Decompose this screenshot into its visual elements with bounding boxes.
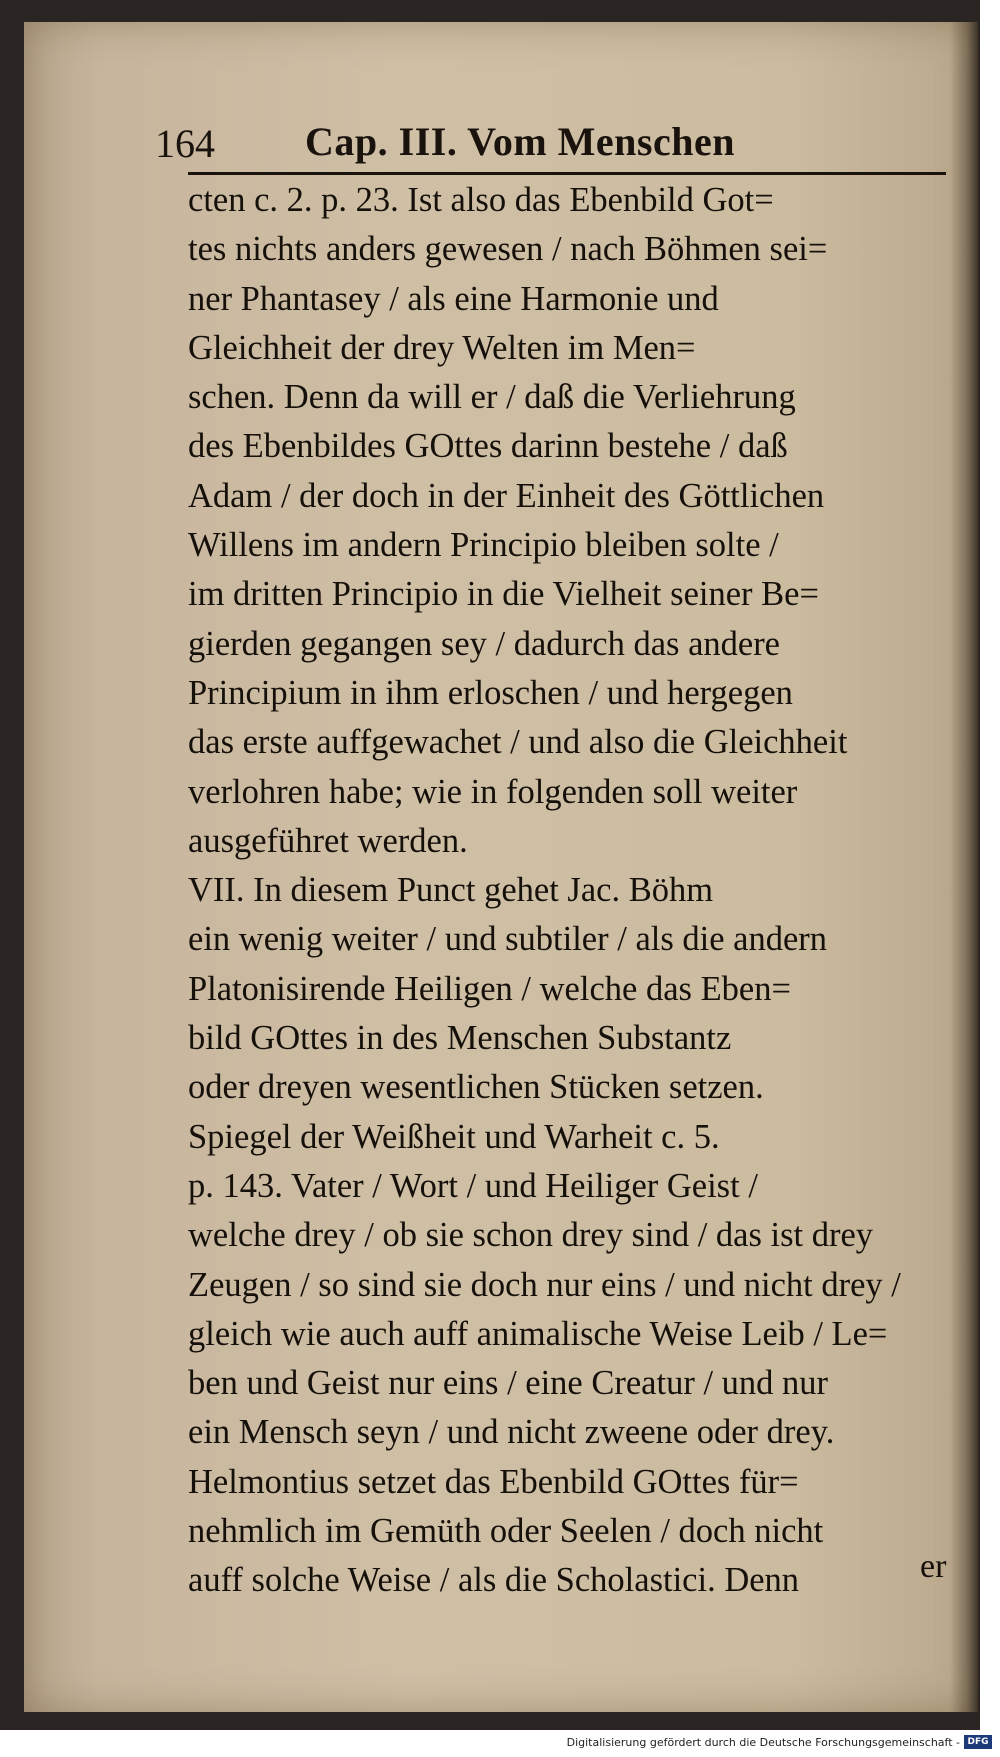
text-line: ein wenig weiter / und subtiler / als die andern — [188, 920, 828, 959]
text-line: cten c. 2. p. 23. Ist also das Ebenbild Got= — [188, 181, 774, 219]
text-line: ein Mensch seyn / und nicht zweene oder drey. — [188, 1413, 835, 1452]
header-rule — [188, 172, 946, 175]
text-line: auff solche Weise / als die Scholastici. Denn — [188, 1561, 800, 1600]
text-line: gierden gegangen sey / dadurch das andere — [188, 624, 780, 663]
text-line: p. 143. Vater / Wort / und Heiliger Geist / — [188, 1166, 758, 1205]
text-line: verlohren habe; wie in folgenden soll weiter — [188, 772, 798, 811]
text-line: ausgeführet werden. — [188, 821, 468, 860]
catchword: er — [920, 1548, 947, 1585]
text-line: Willens im andern Principio bleiben solte / — [188, 526, 779, 565]
text-line: im dritten Principio in die Vielheit seiner Be= — [188, 575, 819, 614]
text-line: VII. In diesem Punct gehet Jac. Böhm — [188, 871, 714, 910]
text-line: Adam / der doch in der Einheit des Göttlichen — [188, 476, 825, 515]
page-header — [155, 112, 935, 174]
body-text — [188, 176, 958, 1606]
text-line: Helmontius setzet das Ebenbild GOttes für= — [188, 1462, 799, 1501]
text-line: welche drey / ob sie schon drey sind / das ist drey — [188, 1216, 874, 1255]
text-line: Spiegel der Weißheit und Warheit c. 5. — [188, 1117, 720, 1156]
text-line: nehmlich im Gemüth oder Seelen / doch nicht — [188, 1512, 824, 1551]
text-line: schen. Denn da will er / daß die Verliehrung — [188, 378, 796, 417]
text-line: ner Phantasey / als eine Harmonie und — [188, 279, 719, 318]
running-title: Cap. III. Vom Menschen — [305, 119, 735, 164]
digitization-credit: Digitalisierung gefördert durch die Deutsche Forschungsgemeinschaft - — [566, 1736, 960, 1749]
text-line: ben und Geist nur eins / eine Creatur / und nur — [188, 1364, 829, 1403]
text-line: Zeugen / so sind sie doch nur eins / und nicht drey / — [188, 1265, 901, 1304]
dfg-logo: DFG — [964, 1735, 992, 1749]
text-line: oder dreyen wesentlichen Stücken setzen. — [188, 1068, 764, 1107]
text-line: des Ebenbildes GOttes darinn bestehe / daß — [188, 427, 788, 466]
text-line: Gleichheit der drey Welten im Men= — [188, 328, 696, 367]
text-line: gleich wie auch auff animalische Weise Leib / Le= — [188, 1314, 888, 1353]
text-line: tes nichts anders gewesen / nach Böhmen sei= — [188, 230, 828, 269]
text-line: bild GOttes in des Menschen Substantz — [188, 1019, 732, 1058]
text-line: Platonisirende Heiligen / welche das Eben= — [188, 969, 791, 1008]
text-line: das erste auffgewachet / und also die Gleichheit — [188, 723, 848, 762]
text-line: Principium in ihm erloschen / und hergegen — [188, 673, 793, 712]
page-number: 164 — [155, 121, 215, 166]
